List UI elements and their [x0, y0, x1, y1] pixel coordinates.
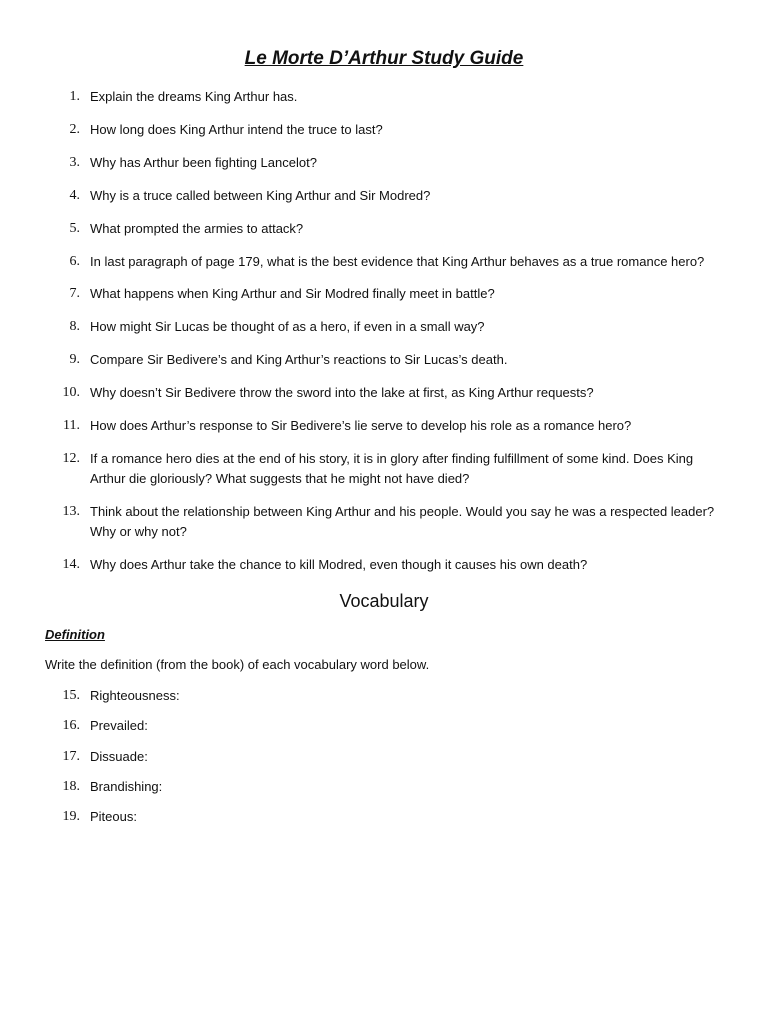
question-text: How might Sir Lucas be thought of as a hero, if even in a small way? — [90, 319, 485, 334]
question-text: Why is a truce called between King Arthur and Sir Modred? — [90, 188, 431, 203]
question-text: In last paragraph of page 179, what is the best evidence that King Arthur behaves as a true romance hero? — [90, 254, 705, 269]
question-text: Why has Arthur been fighting Lancelot? — [90, 155, 317, 170]
vocabulary-word: Righteousness: — [90, 688, 180, 703]
vocabulary-word: Prevailed: — [90, 718, 148, 733]
vocabulary-instructions: Write the definition (from the book) of each vocabulary word below. — [45, 657, 430, 672]
question-text: Explain the dreams King Arthur has. — [90, 89, 298, 104]
question-text: Why doesn’t Sir Bedivere throw the sword into the lake at first, as King Arthur requests? — [90, 385, 594, 400]
question-number: 14. — [62, 557, 80, 572]
question-number: 5. — [69, 221, 80, 236]
question-number: 4. — [69, 188, 80, 203]
question-text: If a romance hero dies at the end of his story, it is in glory after finding fulfillment of some kind. Does King Arthur die gloriously? What suggests that he might not have died? — [90, 451, 694, 486]
vocabulary-number: 16. — [62, 718, 80, 733]
question-text: How does Arthur’s response to Sir Bedivere’s lie serve to develop his role as a romance hero? — [90, 418, 632, 433]
vocabulary-number: 15. — [62, 688, 80, 703]
vocabulary-word: Piteous: — [90, 809, 137, 824]
definition-heading: Definition — [45, 627, 105, 642]
question-number: 11. — [63, 418, 80, 433]
vocabulary-number: 17. — [62, 749, 80, 764]
question-number: 10. — [62, 385, 80, 400]
question-number: 3. — [69, 155, 80, 170]
question-number: 7. — [69, 286, 80, 301]
question-text: Think about the relationship between King Arthur and his people. Would you say he was a respected leader? Why or why not? — [90, 504, 715, 539]
vocabulary-number: 18. — [62, 779, 80, 794]
page-title: Le Morte D’Arthur Study Guide — [244, 48, 524, 69]
question-text: Why does Arthur take the chance to kill Modred, even though it causes his own death? — [90, 557, 588, 572]
vocabulary-heading: Vocabulary — [339, 591, 429, 611]
question-number: 2. — [69, 122, 80, 137]
question-number: 8. — [69, 319, 80, 334]
vocabulary-word: Dissuade: — [90, 749, 148, 764]
question-text: Compare Sir Bedivere’s and King Arthur’s reactions to Sir Lucas’s death. — [90, 352, 508, 367]
question-number: 1. — [69, 89, 80, 104]
question-number: 13. — [62, 504, 80, 519]
question-text: How long does King Arthur intend the truce to last? — [90, 122, 383, 137]
question-text: What happens when King Arthur and Sir Modred finally meet in battle? — [90, 286, 495, 301]
vocabulary-word: Brandishing: — [90, 779, 163, 794]
vocabulary-number: 19. — [62, 809, 80, 824]
question-number: 9. — [69, 352, 80, 367]
question-text: What prompted the armies to attack? — [90, 221, 304, 236]
question-number: 6. — [69, 254, 80, 269]
question-number: 12. — [62, 451, 80, 466]
